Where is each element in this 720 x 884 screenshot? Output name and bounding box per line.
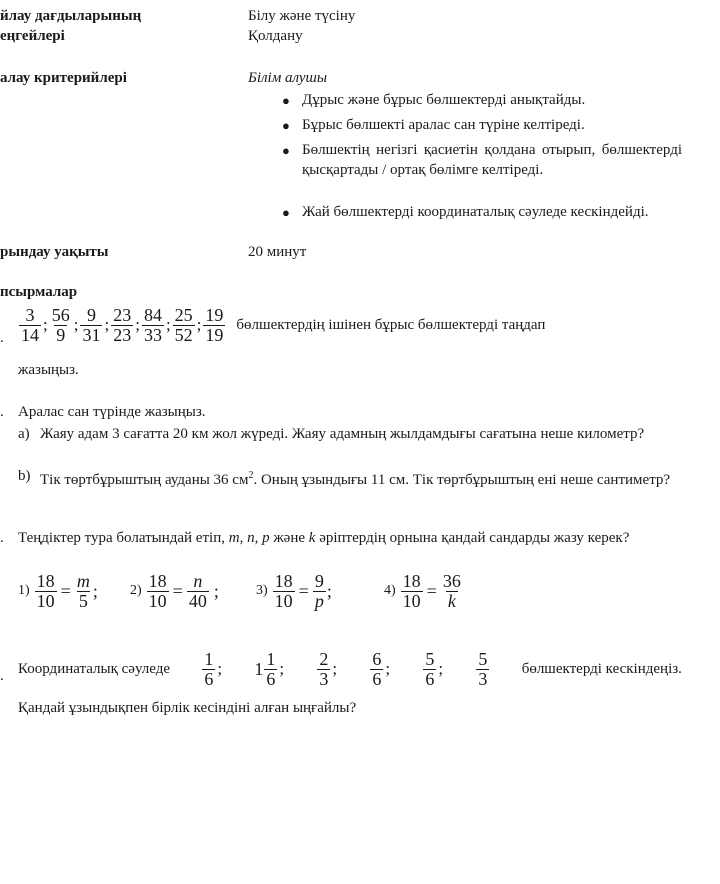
fraction: $\frac{84}{33}$ xyxy=(143,305,162,345)
bullet-icon: ● xyxy=(282,93,290,108)
criterion-item: Дұрыс және бұрыс бөлшектерді анықтайды. xyxy=(302,92,586,108)
criteria-label: алау критерийлері xyxy=(0,70,127,86)
skills-level-1: Білу және түсіну xyxy=(248,8,356,24)
task4-text-after: бөлшектерді кескіндеңіз. xyxy=(521,660,682,677)
task1-line: $\frac{3}{14}$ ; $\frac{56}{9}$ ; $\frac{9}{31}$ ; $\frac{23}{23}$ ; $\frac{84}{33}$ ; $\frac{25}{52}$ ; $\frac{19}{19}$ бөлшектердің ішінен бұрыс бөлшектерді таңдап xyxy=(21,305,546,345)
equation-3: 3) $\frac{18}{10}$ = $\frac{9}{p}$ ; xyxy=(256,571,332,611)
task1-text-line2: жазыңыз. xyxy=(18,362,79,378)
task2-number: . xyxy=(0,404,4,420)
fraction: $\frac{5}{6}$ ; xyxy=(425,649,444,689)
criterion-item: Жай бөлшектерді координаталық сәуледе кескіндейді. xyxy=(302,204,649,220)
fraction: $\frac{9}{31}$ xyxy=(82,305,101,345)
fraction: $\frac{2}{3}$ ; xyxy=(319,649,338,689)
skills-label-line1: йлау дағдыларының xyxy=(0,8,142,24)
criteria-heading: Білім алушы xyxy=(248,70,328,86)
bullet-icon: ● xyxy=(282,118,290,133)
task2-intro: Аралас сан түрінде жазыңыз. xyxy=(18,404,206,420)
task4-line xyxy=(18,650,682,689)
fraction: $\frac{19}{19}$ xyxy=(205,305,224,345)
task2-a-label: а) xyxy=(18,426,30,442)
criterion-item: Бұрыс бөлшекті аралас сан түріне келтіреді. xyxy=(302,117,585,133)
fraction: $\frac{25}{52}$ xyxy=(174,305,193,345)
task1-text: бөлшектердің ішінен бұрыс бөлшектерді таңдап xyxy=(236,316,546,333)
task4-number: . xyxy=(0,668,4,684)
task2-b-label: b) xyxy=(18,468,31,484)
mixed-fraction: 1 $\frac{1}{6}$ ; xyxy=(254,649,285,689)
fraction: $\frac{23}{23}$ xyxy=(113,305,132,345)
fraction: $\frac{5}{3}$ xyxy=(478,649,488,689)
time-value: 20 минут xyxy=(248,244,307,260)
bullet-icon: ● xyxy=(282,205,290,220)
fraction: $\frac{3}{14}$ xyxy=(21,305,39,345)
equation-2: 2) $\frac{18}{10}$ = $\frac{n}{40}$ ; xyxy=(130,571,219,611)
skills-level-2: Қолдану xyxy=(248,28,303,44)
tasks-title: псырмалар xyxy=(0,284,78,300)
task3-number: . xyxy=(0,530,4,546)
task4-text: Координаталық сәуледе xyxy=(18,660,171,677)
fraction: $\frac{56}{9}$ xyxy=(51,305,70,345)
bullet-icon: ● xyxy=(282,143,290,158)
equation-1: 1) $\frac{18}{10}$ = $\frac{m}{5}$ ; xyxy=(18,571,98,611)
criterion-item: Бөлшектің негізгі қасиетін қолдана отырып, бөлшектерді қысқартады / ортақ бөлімге келтіреді. xyxy=(302,142,682,178)
fraction: $\frac{1}{6}$ ; xyxy=(204,649,223,689)
skills-label-line2: еңгейлері xyxy=(0,28,65,44)
fraction: $\frac{6}{6}$ ; xyxy=(372,649,391,689)
time-label: рындау уақыты xyxy=(0,244,109,260)
task4-text-line2: Қандай ұзындықпен бірлік кесіндіні алған ыңғайлы? xyxy=(18,700,357,716)
task2-b-text: Тік төртбұрыштың ауданы 36 $см^2$. Оның ұзындығы 11 см. Тік төртбұрыштың ені неше сантиметр? xyxy=(40,470,671,488)
equation-4: 4) $\frac{18}{10}$ = $\frac{36}{k}$ xyxy=(384,571,461,611)
task2-a-text: Жаяу адам 3 сағатта 20 км жол жүреді. Жаяу адамның жылдамдығы сағатына неше километр? xyxy=(40,426,645,442)
task1-number: . xyxy=(0,330,4,346)
task3-intro: Теңдіктер тура болатындай етіп, m, n, p және k әріптердің орнына қандай сандарды жазу керек? xyxy=(18,530,630,546)
